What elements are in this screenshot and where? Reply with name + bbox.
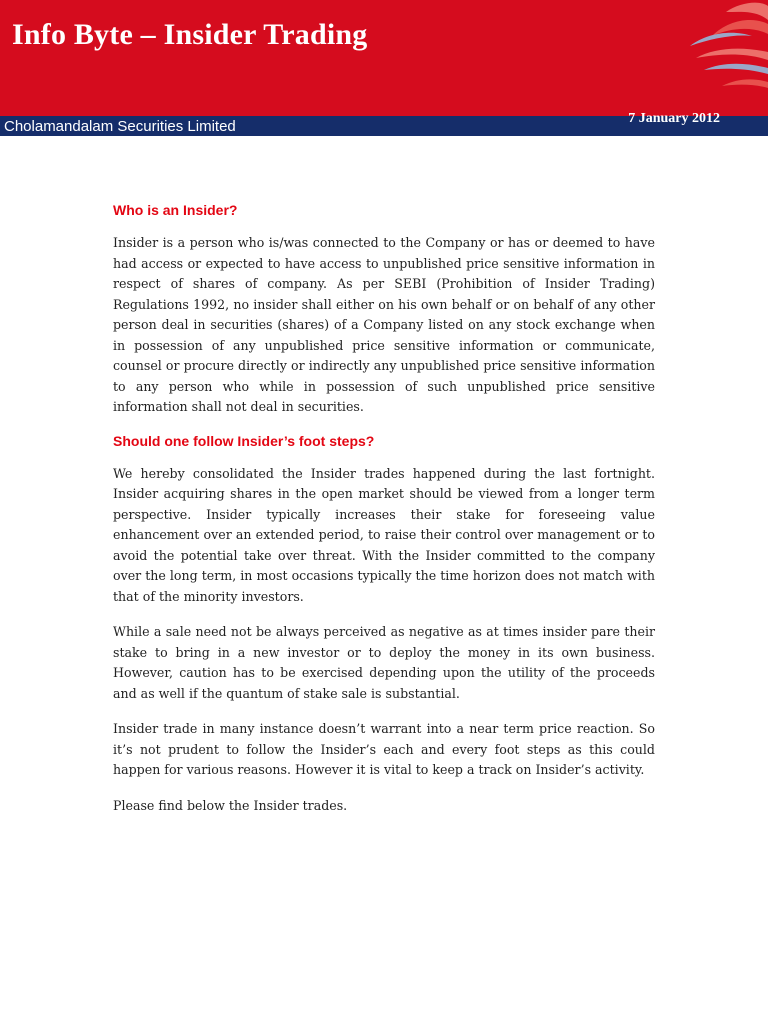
paragraph-consolidated-trades: We hereby consolidated the Insider trades happened during the last fortnight. Insider acquiring shares in the open market should be viewed from a longer term perspective. Insider typically increases their stake for foreseeing value enhancement over an extended period, to raise their control over management or to avoid the potential take over threat. With the Insider committed to the company over the long term, in most occasions typically the time horizon does not match with that of the minority investors. [113, 465, 655, 604]
issue-date: 7 January 2012 [628, 111, 720, 126]
company-name: Cholamandalam Securities Limited [4, 118, 236, 135]
header-banner [0, 0, 768, 116]
paragraph-sale-caution: While a sale need not be always perceived as negative as at times insider pare their stake to bring in a new investor or to deploy the money in its own business. However, caution has to be exercised depending upon the utility of the proceeds and as well if the quantum of stake sale is substantial. [113, 624, 655, 701]
paragraph-insider-definition: Insider is a person who is/was connected to the Company or has or deemed to have had access or expected to have access to unpublished price sensitive information in respect of shares of company. As per SEBI (Prohibition of Insider Trading) Regulations 1992, no insider shall either on his own behalf or on behalf of any other person deal in securities (shares) of a Company listed on any stock exchange when in possession of any unpublished price sensitive information or communicate, counsel or procure directly or indirectly any unpublished price sensitive information to any person who while in possession of such unpublished price sensitive information shall not deal in securities. [113, 235, 655, 414]
section-heading-who-is-insider: Who is an Insider? [113, 202, 238, 218]
paragraph-price-reaction: Insider trade in many instance doesn’t warrant into a near term price reaction. So it’s not prudent to follow the Insider’s each and every foot steps as this could happen for various reasons. However it is vital to keep a track on Insider’s activity. [113, 721, 655, 777]
paragraph-find-below: Please find below the Insider trades. [113, 797, 348, 813]
section-heading-follow-insider: Should one follow Insider’s foot steps? [113, 432, 375, 449]
chola-flame-logo-icon [682, 0, 768, 100]
page-title: Info Byte – Insider Trading [12, 18, 368, 51]
article-body [113, 200, 655, 816]
